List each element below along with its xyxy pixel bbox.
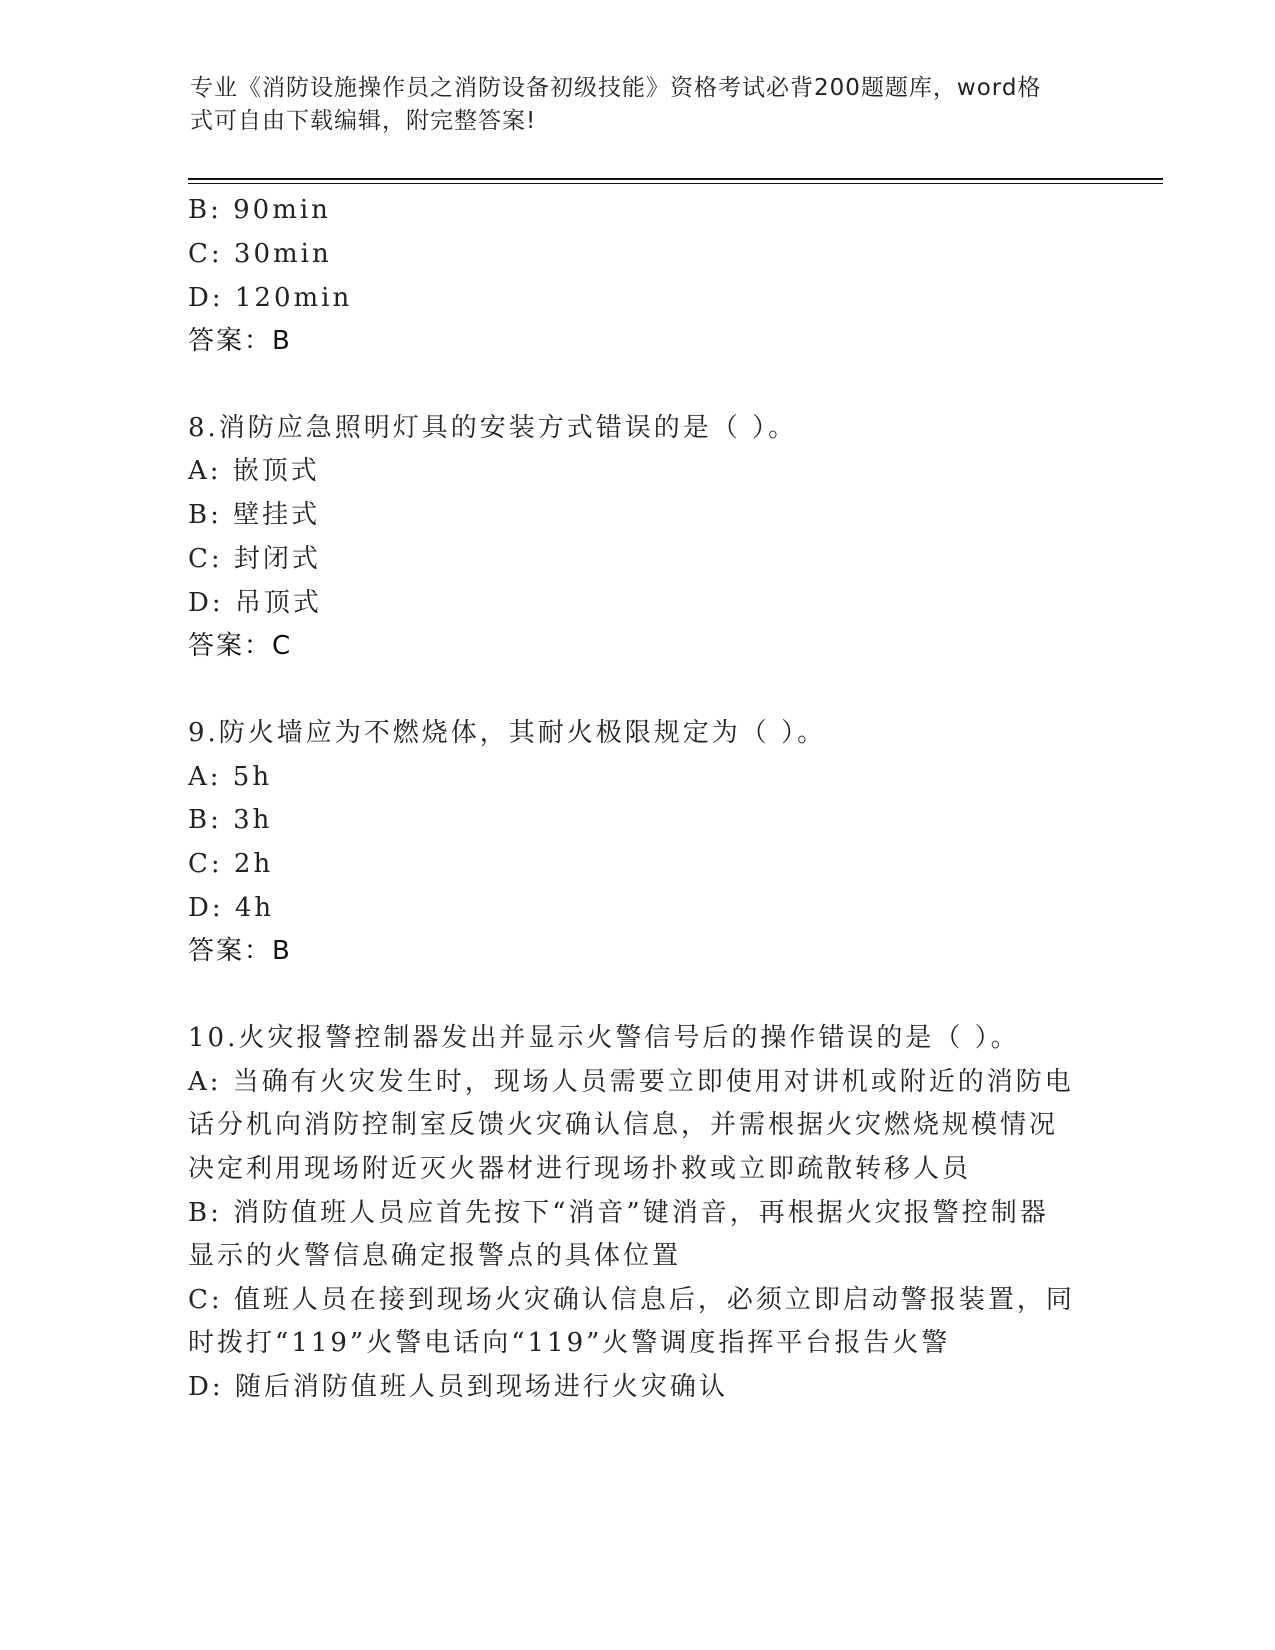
q9-option-d: D: 4h — [188, 893, 275, 923]
q8-option-d: D: 吊顶式 — [188, 588, 322, 618]
q9-stem: 9.防火墙应为不燃烧体，其耐火极限规定为（ ）。 — [188, 718, 827, 748]
q9-option-b: B: 3h — [188, 805, 273, 835]
q10-option-c-line-1: C: 值班人员在接到现场火灾确认信息后，必须立即启动警报装置，同 — [188, 1285, 1075, 1315]
q10-option-b-line-1: B: 消防值班人员应首先按下“消音”键消音，再根据火灾报警控制器 — [188, 1198, 1049, 1228]
header-rule-thin — [188, 183, 1163, 184]
q7-option-d: D: 120min — [188, 283, 353, 313]
header-line-2: 式可自由下载编辑，附完整答案! — [190, 108, 537, 134]
page-header — [190, 72, 1070, 138]
q10-option-d: D: 随后消防值班人员到现场进行火灾确认 — [188, 1372, 728, 1402]
q10-option-b-line-2: 显示的火警信息确定报警点的具体位置 — [188, 1241, 682, 1271]
q7-option-b: B: 90min — [188, 195, 331, 225]
header-rule-thick — [188, 178, 1163, 180]
q8-answer: 答案：C — [188, 631, 293, 661]
q7-answer: 答案：B — [188, 326, 292, 356]
q10-option-a-line-2: 话分机向消防控制室反馈火灾确认信息，并需根据火灾燃烧规模情况 — [188, 1110, 1059, 1140]
q7-option-c: C: 30min — [188, 239, 332, 269]
q8-stem: 8.消防应急照明灯具的安装方式错误的是（ ）。 — [188, 413, 798, 443]
q10-option-a-line-3: 决定利用现场附近灭火器材进行现场扑救或立即疏散转移人员 — [188, 1154, 972, 1184]
q8-option-c: C: 封闭式 — [188, 544, 321, 574]
q9-option-a: A: 5h — [188, 762, 273, 792]
q8-option-a: A: 嵌顶式 — [188, 456, 320, 486]
header-line-1: 专业《消防设施操作员之消防设备初级技能》资格考试必背200题题库，word格 — [190, 75, 1042, 101]
q9-answer: 答案：B — [188, 936, 292, 966]
q8-option-b: B: 壁挂式 — [188, 500, 321, 530]
q9-option-c: C: 2h — [188, 849, 274, 879]
q10-stem: 10.火灾报警控制器发出并显示火警信号后的操作错误的是（ ）。 — [188, 1023, 1020, 1053]
q10-option-a-line-1: A: 当确有火灾发生时，现场人员需要立即使用对讲机或附近的消防电 — [188, 1067, 1074, 1097]
q10-option-c-line-2: 时拨打“119”火警电话向“119”火警调度指挥平台报告火警 — [188, 1328, 951, 1358]
